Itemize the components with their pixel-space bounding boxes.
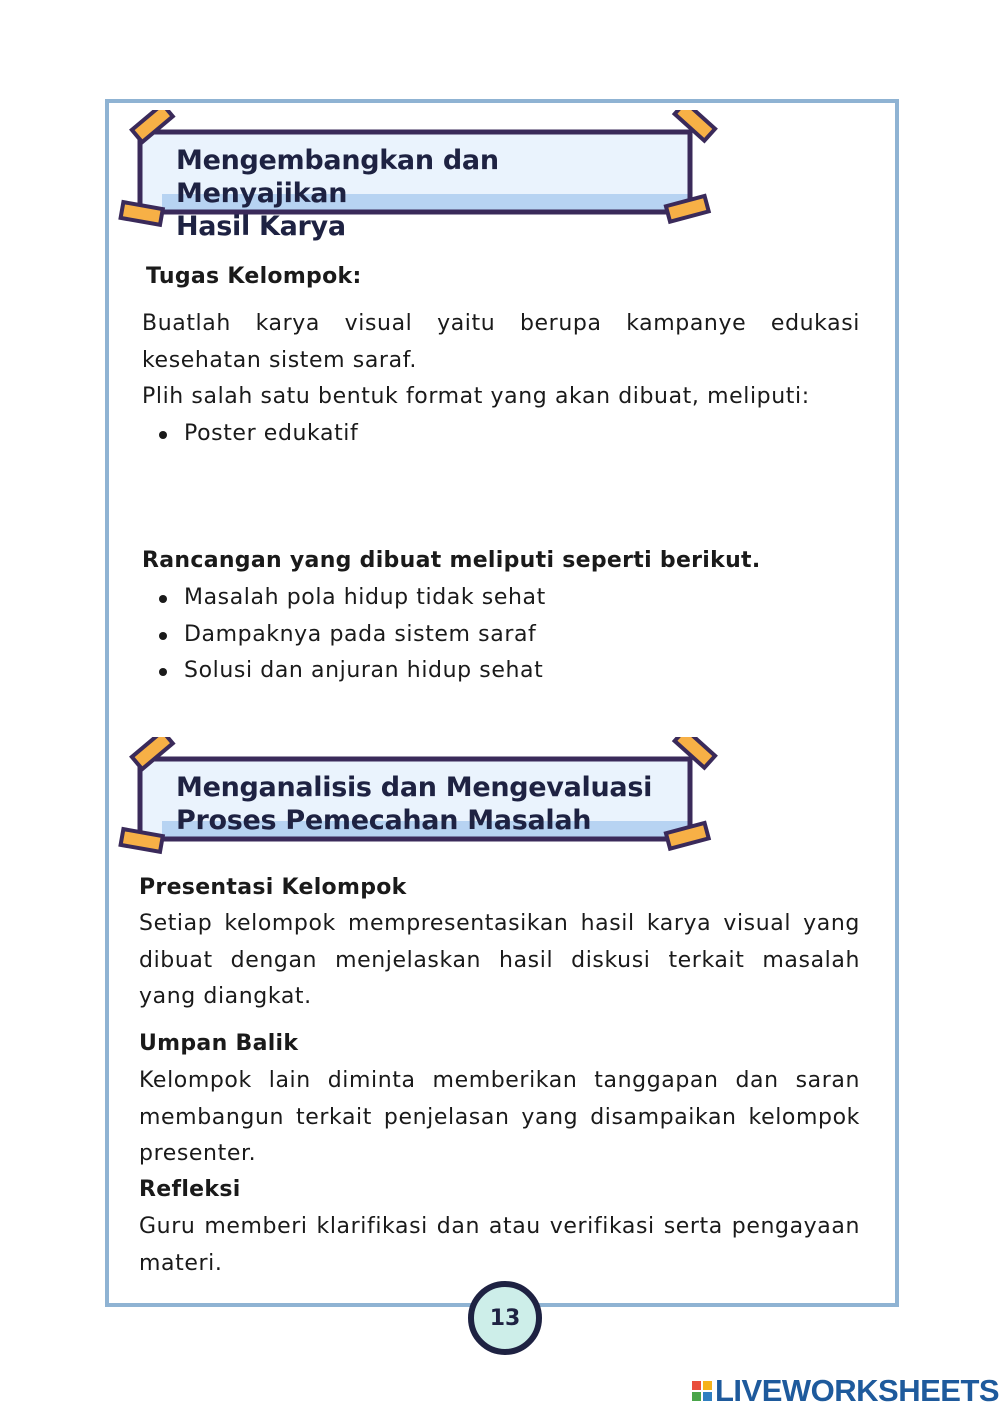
section-title-1-line1: Mengembangkan dan Menyajikan — [176, 145, 499, 209]
feedback-text: Kelompok lain diminta memberikan tanggapan dan saran membangun terkait penjelasan yang disampaikan kelompok presenter. — [139, 1068, 860, 1166]
list-item: Masalah pola hidup tidak sehat — [142, 580, 860, 617]
task-body — [142, 306, 860, 452]
section-title-2-line1: Menganalisis dan Mengevaluasi — [176, 772, 653, 803]
watermark-text: LIVEWORKSHEETS — [715, 1373, 1000, 1408]
design-heading: Rancangan yang dibuat meliputi seperti berikut. — [142, 548, 761, 573]
section-title-2-line2: Proses Pemecahan Masalah — [176, 805, 592, 836]
presentation-heading: Presentasi Kelompok — [139, 875, 407, 900]
presentation-text: Setiap kelompok mempresentasikan hasil karya visual yang dibuat dengan menjelaskan hasil diskusi terkait masalah yang diangkat. — [139, 911, 860, 1009]
list-item: Solusi dan anjuran hidup sehat — [142, 653, 860, 690]
list-item: Dampaknya pada sistem saraf — [142, 617, 860, 654]
section-banner-1 — [112, 110, 722, 250]
design-list — [142, 580, 860, 690]
section-banner-2 — [112, 737, 722, 877]
liveworksheets-logo-icon — [692, 1381, 712, 1401]
design-list-wrap — [142, 580, 860, 690]
liveworksheets-watermark[interactable] — [692, 1374, 999, 1408]
section-title-2 — [176, 771, 676, 837]
task-heading: Tugas Kelompok: — [146, 264, 362, 289]
feedback-heading: Umpan Balik — [139, 1031, 299, 1056]
format-list — [142, 416, 860, 453]
reflection-text: Guru memberi klarifikasi dan atau verifikasi serta pengayaan materi. — [139, 1214, 860, 1276]
reflection-heading: Refleksi — [139, 1177, 241, 1202]
section-title-1 — [176, 144, 676, 243]
list-item: Poster edukatif — [142, 416, 860, 453]
section-title-1-line2: Hasil Karya — [176, 211, 346, 242]
task-paragraph-1: Buatlah karya visual yaitu berupa kampanye edukasi kesehatan sistem saraf. — [142, 311, 860, 373]
page-number: 13 — [468, 1281, 542, 1355]
task-paragraph-2: Plih salah satu bentuk format yang akan dibuat, meliputi: — [142, 384, 810, 409]
